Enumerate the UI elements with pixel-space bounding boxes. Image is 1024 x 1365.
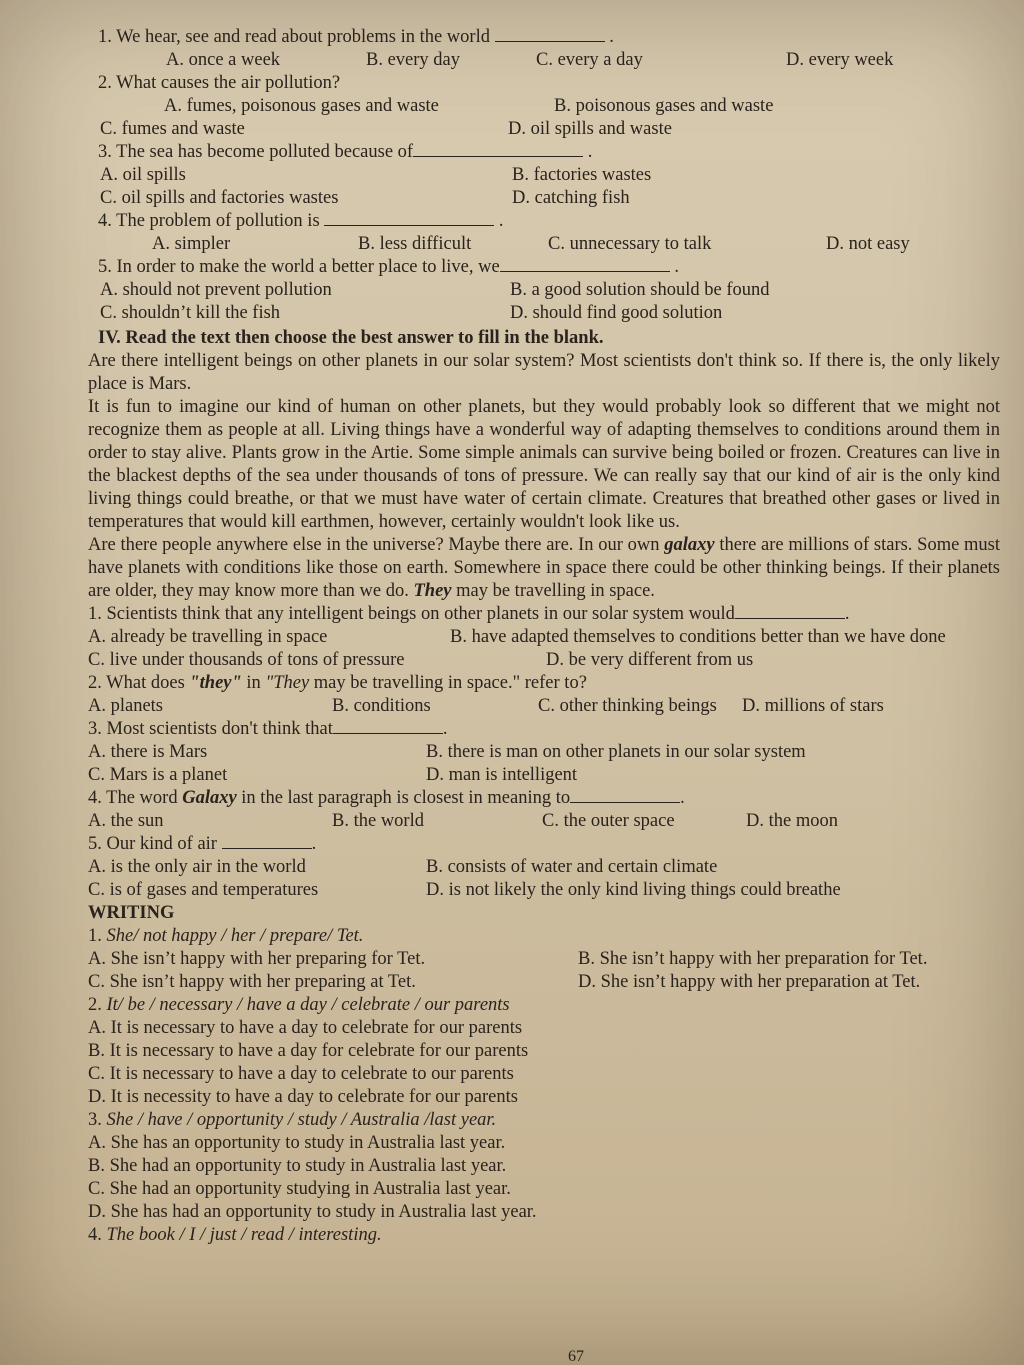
option-b[interactable]: B. have adapted themselves to conditions better than we have done [450, 627, 946, 647]
writing-item-2: 2. It/ be / necessary / have a day / celebrate / our parents A. It is necessary to have a day to celebrate for our parents B. It is necessary to have a day for celebrate for our parents C. It is necessary to have a day to celebrate to our parents D. It is necessity to have a day to celebrate for our parents [88, 994, 1000, 1109]
option-d[interactable]: D. be very different from us [546, 650, 754, 670]
worksheet-content [88, 26, 1000, 1247]
keyword-galaxy: Galaxy [182, 788, 237, 808]
keyword-they: They [413, 581, 452, 601]
answer-blank[interactable] [324, 211, 494, 226]
option-b[interactable]: B. She isn’t happy with her preparation for Tet. [578, 949, 928, 969]
question-stem: 3. The sea has become polluted because of [98, 142, 414, 162]
question-block-1: 1. We hear, see and read about problems in the world . A. once a week B. every day C. every a day D. every week [88, 26, 1000, 72]
option-b[interactable]: B. poisonous gases and waste [554, 96, 774, 116]
option-d[interactable]: D. She isn’t happy with her preparation at Tet. [578, 972, 921, 992]
option-a[interactable]: A. fumes, poisonous gases and waste [164, 96, 439, 116]
option-d[interactable]: D. is not likely the only kind living things could breathe [426, 880, 841, 900]
option-c[interactable]: C. live under thousands of tons of pressure [88, 650, 405, 670]
option-c[interactable]: C. every a day [536, 50, 643, 70]
option-a[interactable]: A. It is necessary to have a day to celebrate for our parents [88, 1018, 523, 1038]
option-d[interactable]: D. She has had an opportunity to study in Australia last year. [88, 1202, 537, 1222]
question-stem: 1. We hear, see and read about problems in the world [98, 27, 490, 47]
reading-paragraph-1: Are there intelligent beings on other planets in our solar system? Most scientists don't think so. If there is, the only likely place is Mars. [88, 351, 1000, 394]
question-stem: 3. Most scientists don't think that [88, 719, 333, 739]
option-b[interactable]: B. less difficult [358, 234, 472, 254]
option-c[interactable]: C. the outer space [542, 811, 675, 831]
question-stem: 1. Scientists think that any intelligent beings on other planets in our solar system would [88, 604, 735, 624]
option-a[interactable]: A. the sun [88, 811, 164, 831]
option-d[interactable]: D. millions of stars [742, 696, 884, 716]
option-c[interactable]: C. fumes and waste [100, 119, 245, 139]
question-block-3: 3. The sea has become polluted because of . A. oil spills B. factories wastes C. oil spills and factories wastes D. catching fish [88, 141, 1000, 210]
option-d[interactable]: D. every week [786, 50, 894, 70]
option-b[interactable]: B. there is man on other planets in our solar system [426, 742, 806, 762]
answer-blank[interactable] [500, 257, 670, 272]
option-b[interactable]: B. She had an opportunity to study in Australia last year. [88, 1156, 507, 1176]
option-c[interactable]: C. is of gases and temperatures [88, 880, 319, 900]
option-c[interactable]: C. She had an opportunity studying in Australia last year. [88, 1179, 511, 1199]
question-stem: 2. What causes the air pollution? [98, 73, 341, 93]
answer-blank[interactable] [413, 142, 583, 157]
option-b[interactable]: B. It is necessary to have a day for celebrate for our parents [88, 1041, 529, 1061]
question-block-2 [88, 72, 1000, 141]
option-a[interactable]: A. there is Mars [88, 742, 208, 762]
question-block-5: 5. In order to make the world a better place to live, we . A. should not prevent pollution B. a good solution should be found C. shouldn’t kill the fish D. should find good solution [88, 256, 1000, 325]
option-b[interactable]: B. conditions [332, 696, 431, 716]
keyword-galaxy: galaxy [664, 535, 715, 555]
option-a[interactable]: A. She has an opportunity to study in Australia last year. [88, 1133, 506, 1153]
option-d[interactable]: D. not easy [826, 234, 910, 254]
option-c[interactable]: C. other thinking beings [538, 696, 717, 716]
option-d[interactable]: D. catching fish [512, 188, 630, 208]
writing-prompt: She / have / opportunity / study / Australia /last year. [106, 1110, 497, 1130]
reading-question-4: 4. The word Galaxy in the last paragraph is closest in meaning to . A. the sun B. the world C. the outer space D. the moon [88, 787, 1000, 833]
option-d[interactable]: D. oil spills and waste [508, 119, 672, 139]
option-c[interactable]: C. unnecessary to talk [548, 234, 712, 254]
section-heading: IV. Read the text then choose the best answer to fill in the blank. [98, 328, 604, 348]
option-a[interactable]: A. once a week [166, 50, 281, 70]
question-block-4: 4. The problem of pollution is . A. simpler B. less difficult C. unnecessary to talk D. not easy [88, 210, 1000, 256]
option-d[interactable]: D. should find good solution [510, 303, 723, 323]
answer-blank[interactable] [222, 834, 312, 849]
option-d[interactable]: D. the moon [746, 811, 838, 831]
reading-question-3: 3. Most scientists don't think that . A. there is Mars B. there is man on other planets in our solar system C. Mars is a planet D. man is intelligent [88, 718, 1000, 787]
reading-paragraph-2: It is fun to imagine our kind of human on other planets, but they would probably look so different that we might not recognize them as people at all. Living things have a wonderful way of adapting themselves to conditions around them in order to stay alive. Plants grow in the Artie. Some simple animals can survive being boiled or frozen. Creatures can live in the blackest depths of the sea under thousands of tons of pressure. We can really say that our kind of air is the only kind living things could breathe, or that we must have water of certain climate. Creatures that breathed other gases or lived in temperatures that would kill earthmen, however, certainly wouldn't look like us. [88, 397, 1000, 532]
option-b[interactable]: B. every day [366, 50, 461, 70]
option-a[interactable]: A. She isn’t happy with her preparing for Tet. [88, 949, 426, 969]
writing-prompt: She/ not happy / her / prepare/ Tet. [106, 926, 364, 946]
reading-question-2: 2. What does "they" in "They may be travelling in space." refer to? A. planets B. conditions C. other thinking beings D. millions of stars [88, 672, 1000, 718]
option-d[interactable]: D. It is necessity to have a day to celebrate for our parents [88, 1087, 518, 1107]
option-a[interactable]: A. already be travelling in space [88, 627, 328, 647]
answer-blank[interactable] [570, 788, 680, 803]
option-a[interactable]: A. is the only air in the world [88, 857, 306, 877]
option-c[interactable]: C. Mars is a planet [88, 765, 228, 785]
answer-blank[interactable] [495, 27, 605, 42]
option-c[interactable]: C. oil spills and factories wastes [100, 188, 339, 208]
option-d[interactable]: D. man is intelligent [426, 765, 578, 785]
reading-question-1: 1. Scientists think that any intelligent beings on other planets in our solar system would . A. already be travelling in space B. have adapted themselves to conditions better than we have done C. live under thousands of tons of pressure D. be very different from us [88, 603, 1000, 672]
writing-prompt: The book / I / just / read / interesting. [106, 1225, 382, 1245]
option-b[interactable]: B. consists of water and certain climate [426, 857, 718, 877]
question-stem: 5. In order to make the world a better place to live, we [98, 257, 500, 277]
page-number: 67 [568, 1348, 584, 1365]
option-b[interactable]: B. factories wastes [512, 165, 652, 185]
option-b[interactable]: B. a good solution should be found [510, 280, 770, 300]
writing-item-1: 1. She/ not happy / her / prepare/ Tet. A. She isn’t happy with her preparing for Tet. B. She isn’t happy with her preparation for Tet. C. She isn’t happy with her preparing at Tet. D. She isn’t happy with her preparation at Tet. [88, 925, 1000, 994]
writing-item-4: 4. The book / I / just / read / interesting. [88, 1225, 382, 1245]
option-c[interactable]: C. It is necessary to have a day to celebrate to our parents [88, 1064, 514, 1084]
option-a[interactable]: A. simpler [152, 234, 231, 254]
option-c[interactable]: C. shouldn’t kill the fish [100, 303, 281, 323]
question-stem: 4. The problem of pollution is [98, 211, 320, 231]
option-a[interactable]: A. should not prevent pollution [100, 280, 332, 300]
writing-prompt: It/ be / necessary / have a day / celebrate / our parents [106, 995, 510, 1015]
reading-question-5: 5. Our kind of air . A. is the only air in the world B. consists of water and certain climate C. is of gases and temperatures D. is not likely the only kind living things could breathe [88, 833, 1000, 902]
answer-blank[interactable] [333, 719, 443, 734]
option-c[interactable]: C. She isn’t happy with her preparing at Tet. [88, 972, 416, 992]
writing-heading: WRITING [88, 903, 175, 923]
option-a[interactable]: A. planets [88, 696, 164, 716]
reading-paragraph-3: Are there people anywhere else in the universe? Maybe there are. In our own galaxy there are millions of stars. Some must have planets with conditions like those on earth. Somewhere in space there could be other thinking beings. If their planets are older, they may know more than we do. They may be travelling in space. [88, 535, 1001, 601]
answer-blank[interactable] [735, 604, 845, 619]
option-a[interactable]: A. oil spills [100, 165, 186, 185]
writing-item-3: 3. She / have / opportunity / study / Australia /last year. A. She has an opportunity to study in Australia last year. B. She had an opportunity to study in Australia last year. C. She had an opportunity studying in Australia last year. D. She has had an opportunity to study in Australia last year. [88, 1109, 1000, 1224]
option-b[interactable]: B. the world [332, 811, 424, 831]
question-stem: 5. Our kind of air [88, 834, 217, 854]
